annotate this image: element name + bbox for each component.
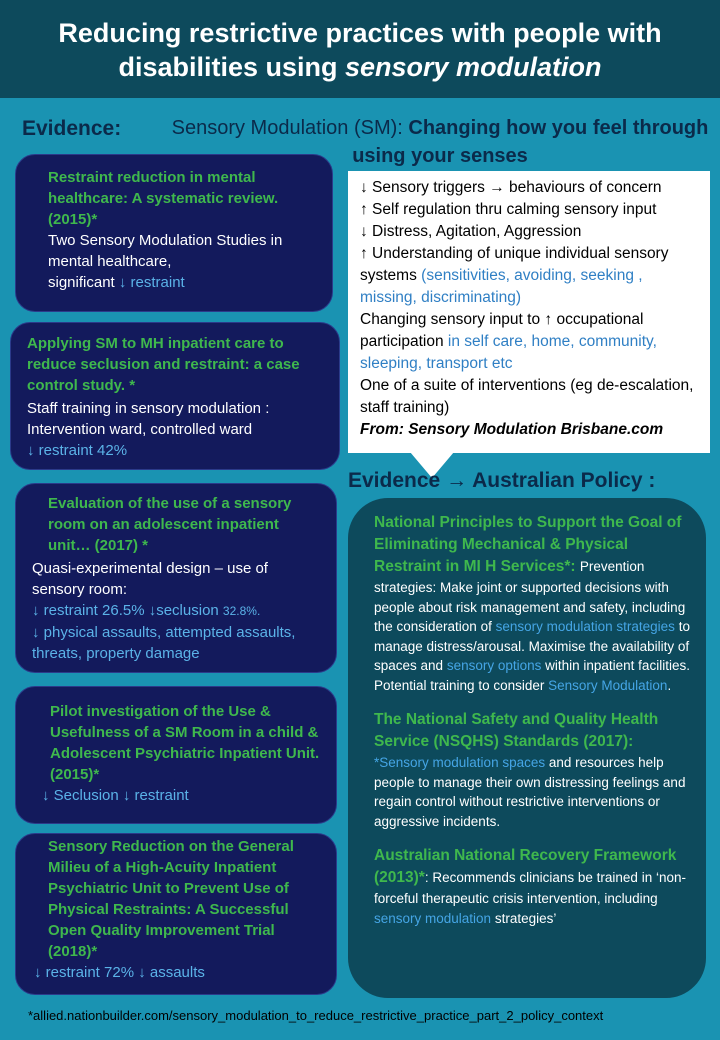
policy-item-1: National Principles to Support the Goal of Eliminating Mechanical & Physical Restraint in MI H Services*: Prevention strategies: Make joint or supported decisions with people about risk management and safety, including the consideration of sensory modulation strategies to manage distress/arousal. Maximise the availability of spaces and sensory options within inpatient facilities. Potential training to consider Sensory Modulation. (374, 514, 690, 693)
evidence-card-5 (15, 833, 337, 995)
card-body: Staff training in sensory modulation : Intervention ward, controlled ward (27, 400, 270, 438)
sm-callout-box (348, 171, 710, 453)
callout-line-6: One of a suite of interventions (eg de-escalation, staff training) (360, 377, 694, 416)
policy-panel (348, 498, 706, 998)
callout-line-4: ↑ Understanding of unique individual sensory systems (sensitivities, avoiding, seeking , missing, discriminating) (360, 245, 669, 306)
card-result: ↓ Seclusion ↓ restraint (42, 787, 189, 804)
card-title: Restraint reduction in mental healthcare: A systematic review. (2015)* (48, 169, 279, 228)
callout-line-5: Changing sensory input to ↑ occupational participation in self care, home, community, sleeping, transport etc (360, 311, 657, 372)
card-title: Sensory Reduction on the General Milieu of a High-Acuity Inpatient Psychiatric Unit to Prevent Use of Physical Restraints: A Successful Open Quality Improvement Trial (2018)* (48, 838, 294, 960)
arrow-right-icon: → (446, 469, 468, 492)
callout-line-3: ↓ Distress, Agitation, Aggression (360, 223, 582, 240)
evidence-card-1 (15, 154, 333, 312)
header-line-1: Reducing restrictive practices with people with (58, 18, 662, 48)
callout-line-1: ↓ Sensory triggers → behaviours of concern (360, 179, 662, 196)
card-result: ↓ restraint 42% (27, 442, 128, 459)
footer-source-link: *allied.nationbuilder.com/sensory_modulation_to_reduce_restrictive_practice_part_2_policy_context (28, 1008, 604, 1023)
card-result: ↓ restraint 72% ↓ assaults (34, 964, 205, 981)
card-body: Two Sensory Modulation Studies in mental healthcare, (48, 232, 283, 270)
evidence-card-4 (15, 686, 337, 824)
card-result-2: ↓ physical assaults, attempted assaults, threats, property damage (32, 624, 296, 662)
card-result: ↓ restraint 26.5% ↓seclusion 32.8%. (32, 602, 261, 619)
sm-title: Sensory Modulation (SM): Changing how you feel through using your senses (171, 117, 709, 167)
card-result: significant ↓ restraint (48, 274, 185, 291)
card-body: Quasi-experimental design – use of sensory room: (32, 560, 268, 598)
evidence-card-3 (15, 483, 337, 673)
page-header (0, 0, 720, 98)
card-title: Evaluation of the use of a sensory room on an adolescent inpatient unit… (2017) * (48, 495, 292, 554)
card-title: Pilot investigation of the Use & Usefulness of a SM Room in a child & Adolescent Psychiatric Inpatient Unit. (2015)* (50, 703, 320, 783)
header-line-2: disabilities using sensory modulation (118, 52, 602, 82)
policy-label: Evidence → Australian Policy : (348, 469, 656, 492)
policy-item-3: Australian National Recovery Framework (2013)*: Recommends clinicians be trained in ‘non-forceful therapeutic crisis intervention, including sensory modulation strategies’ (374, 847, 686, 926)
callout-source: From: Sensory Modulation Brisbane.com (360, 421, 664, 438)
evidence-card-2 (10, 322, 340, 470)
policy-item-2: The National Safety and Quality Health Service (NSQHS) Standards (2017): *Sensory modulation spaces and resources help people to manage their own distressing feelings and regain control without restrictive interventions or aggressive incidents. (374, 711, 686, 829)
callout-line-2: ↑ Self regulation thru calming sensory input (360, 201, 657, 218)
card-title: Applying SM to MH inpatient care to reduce seclusion and restraint: a case control study. * (27, 335, 300, 394)
evidence-label: Evidence: (22, 117, 122, 140)
